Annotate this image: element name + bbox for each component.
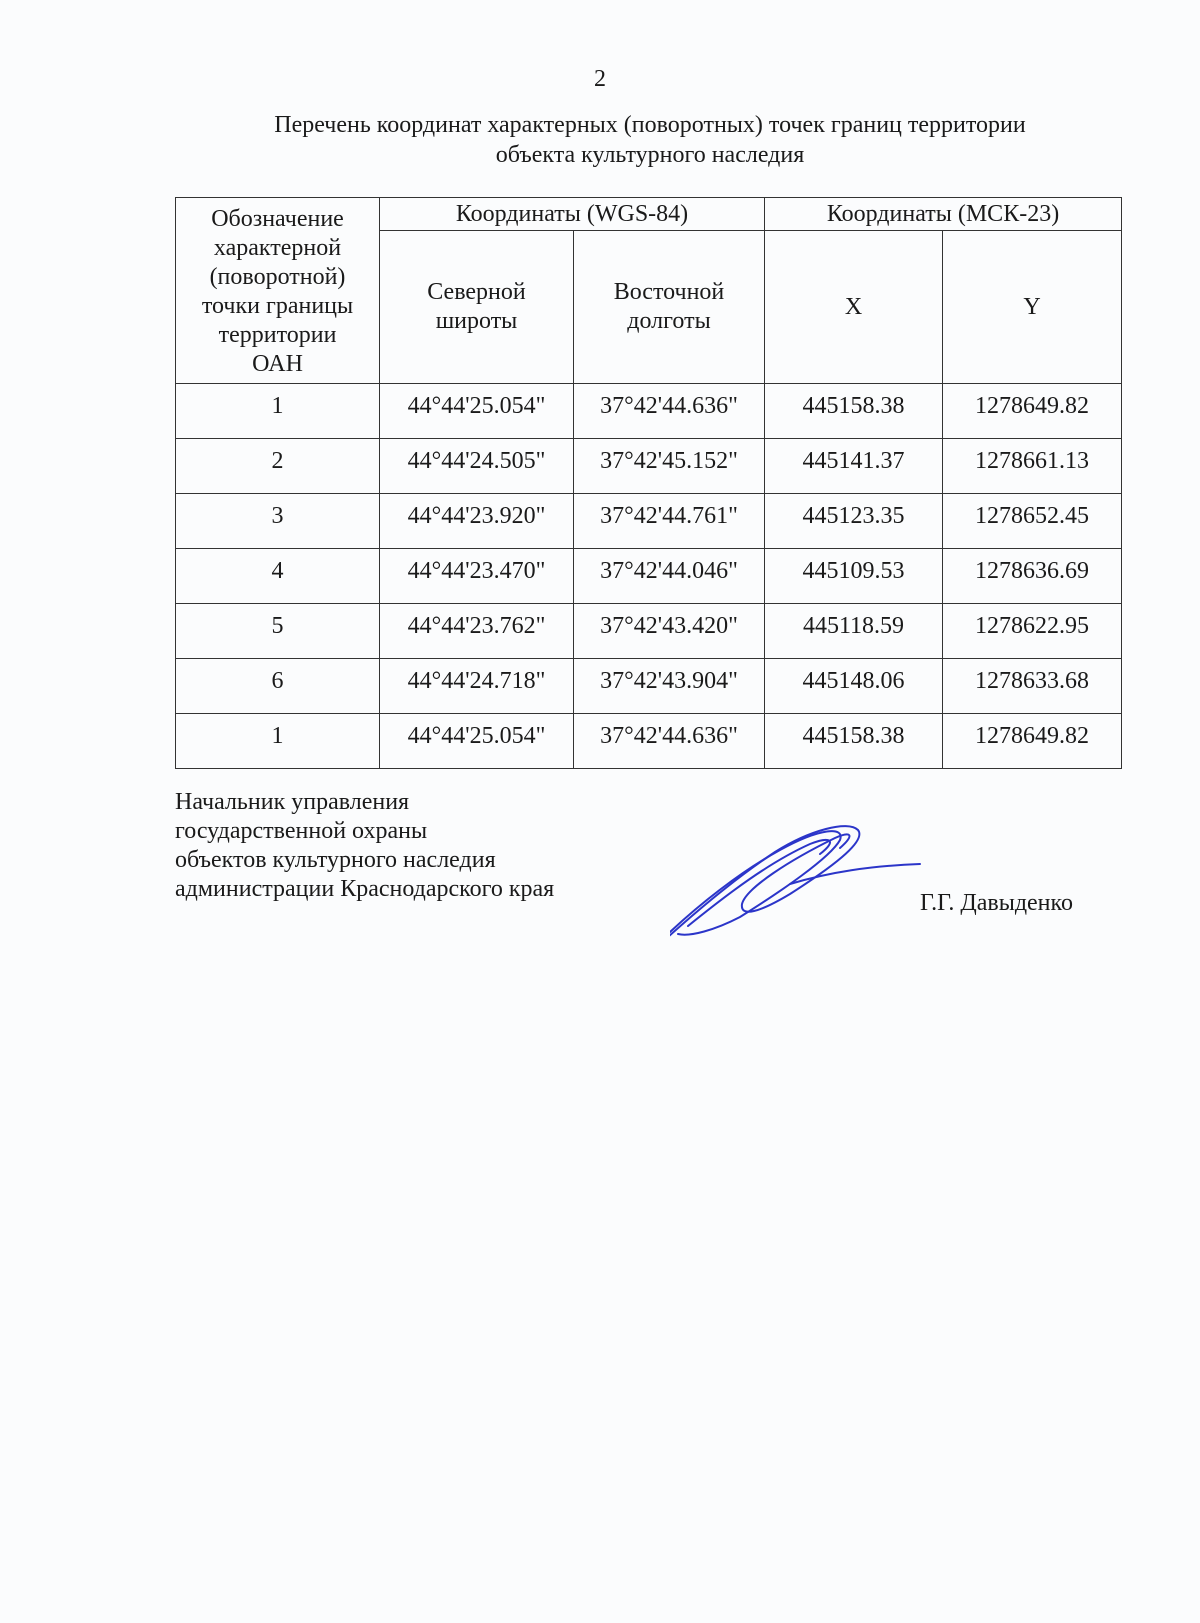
x-cell: 445141.37	[765, 439, 943, 494]
latitude-cell: 44°44'23.762"	[380, 604, 574, 659]
position-line: Начальник управления	[175, 789, 410, 815]
header-line: территории	[218, 321, 337, 348]
header-line: широты	[435, 308, 518, 334]
table-row	[176, 604, 1122, 659]
header-line: Обозначение	[211, 205, 344, 232]
point-number-cell: 2	[176, 439, 380, 494]
x-cell: 445123.35	[765, 494, 943, 549]
msk23-group-header: Координаты (МСК-23)	[765, 198, 1122, 231]
handwritten-signature	[670, 822, 930, 952]
x-cell: 445118.59	[765, 604, 943, 659]
y-cell: 1278649.82	[943, 714, 1122, 769]
header-line: Северной	[427, 279, 526, 305]
y-cell: 1278622.95	[943, 604, 1122, 659]
title-line-2: объекта культурного наследия	[495, 142, 805, 168]
y-cell: 1278652.45	[943, 494, 1122, 549]
longitude-cell: 37°42'44.761"	[574, 494, 765, 549]
point-number-cell: 1	[176, 384, 380, 439]
point-number-cell: 4	[176, 549, 380, 604]
longitude-cell: 37°42'44.046"	[574, 549, 765, 604]
position-line: государственной охраны	[175, 818, 428, 844]
longitude-cell: 37°42'43.420"	[574, 604, 765, 659]
x-header: X	[765, 231, 943, 384]
table-row	[176, 384, 1122, 439]
point-number-cell: 6	[176, 659, 380, 714]
table-row	[176, 439, 1122, 494]
latitude-cell: 44°44'25.054"	[380, 384, 574, 439]
point-designation-header	[176, 198, 380, 384]
y-cell: 1278636.69	[943, 549, 1122, 604]
header-line: Восточной	[613, 279, 725, 305]
table-row	[176, 714, 1122, 769]
header-line: точки границы	[201, 292, 354, 319]
signer-name: Г.Г. Давыденко	[920, 890, 1073, 916]
header-line: долготы	[627, 308, 711, 334]
signer-position	[175, 788, 554, 904]
header-line: (поворотной)	[209, 263, 346, 290]
x-cell: 445158.38	[765, 384, 943, 439]
table-row	[176, 659, 1122, 714]
header-line: ОАН	[252, 350, 303, 377]
y-cell: 1278649.82	[943, 384, 1122, 439]
table-row	[176, 549, 1122, 604]
x-cell: 445148.06	[765, 659, 943, 714]
y-cell: 1278633.68	[943, 659, 1122, 714]
longitude-cell: 37°42'43.904"	[574, 659, 765, 714]
position-line: объектов культурного наследия	[175, 847, 496, 873]
longitude-header	[574, 231, 765, 384]
table-row	[176, 494, 1122, 549]
point-number-cell: 5	[176, 604, 380, 659]
point-number-cell: 3	[176, 494, 380, 549]
title-line-1: Перечень координат характерных (поворотных) точек границ территории	[274, 112, 1026, 138]
page-number: 2	[594, 66, 606, 92]
document-title	[150, 110, 1150, 170]
x-cell: 445109.53	[765, 549, 943, 604]
longitude-cell: 37°42'45.152"	[574, 439, 765, 494]
wgs84-group-header: Координаты (WGS-84)	[380, 198, 765, 231]
latitude-cell: 44°44'25.054"	[380, 714, 574, 769]
longitude-cell: 37°42'44.636"	[574, 384, 765, 439]
latitude-cell: 44°44'24.505"	[380, 439, 574, 494]
latitude-cell: 44°44'24.718"	[380, 659, 574, 714]
latitude-cell: 44°44'23.470"	[380, 549, 574, 604]
header-line: характерной	[213, 234, 342, 261]
longitude-cell: 37°42'44.636"	[574, 714, 765, 769]
coordinates-table	[175, 197, 1122, 769]
x-cell: 445158.38	[765, 714, 943, 769]
latitude-header	[380, 231, 574, 384]
point-number-cell: 1	[176, 714, 380, 769]
y-cell: 1278661.13	[943, 439, 1122, 494]
latitude-cell: 44°44'23.920"	[380, 494, 574, 549]
y-header: Y	[943, 231, 1122, 384]
position-line: администрации Краснодарского края	[175, 876, 555, 902]
signature-stroke	[670, 826, 859, 946]
